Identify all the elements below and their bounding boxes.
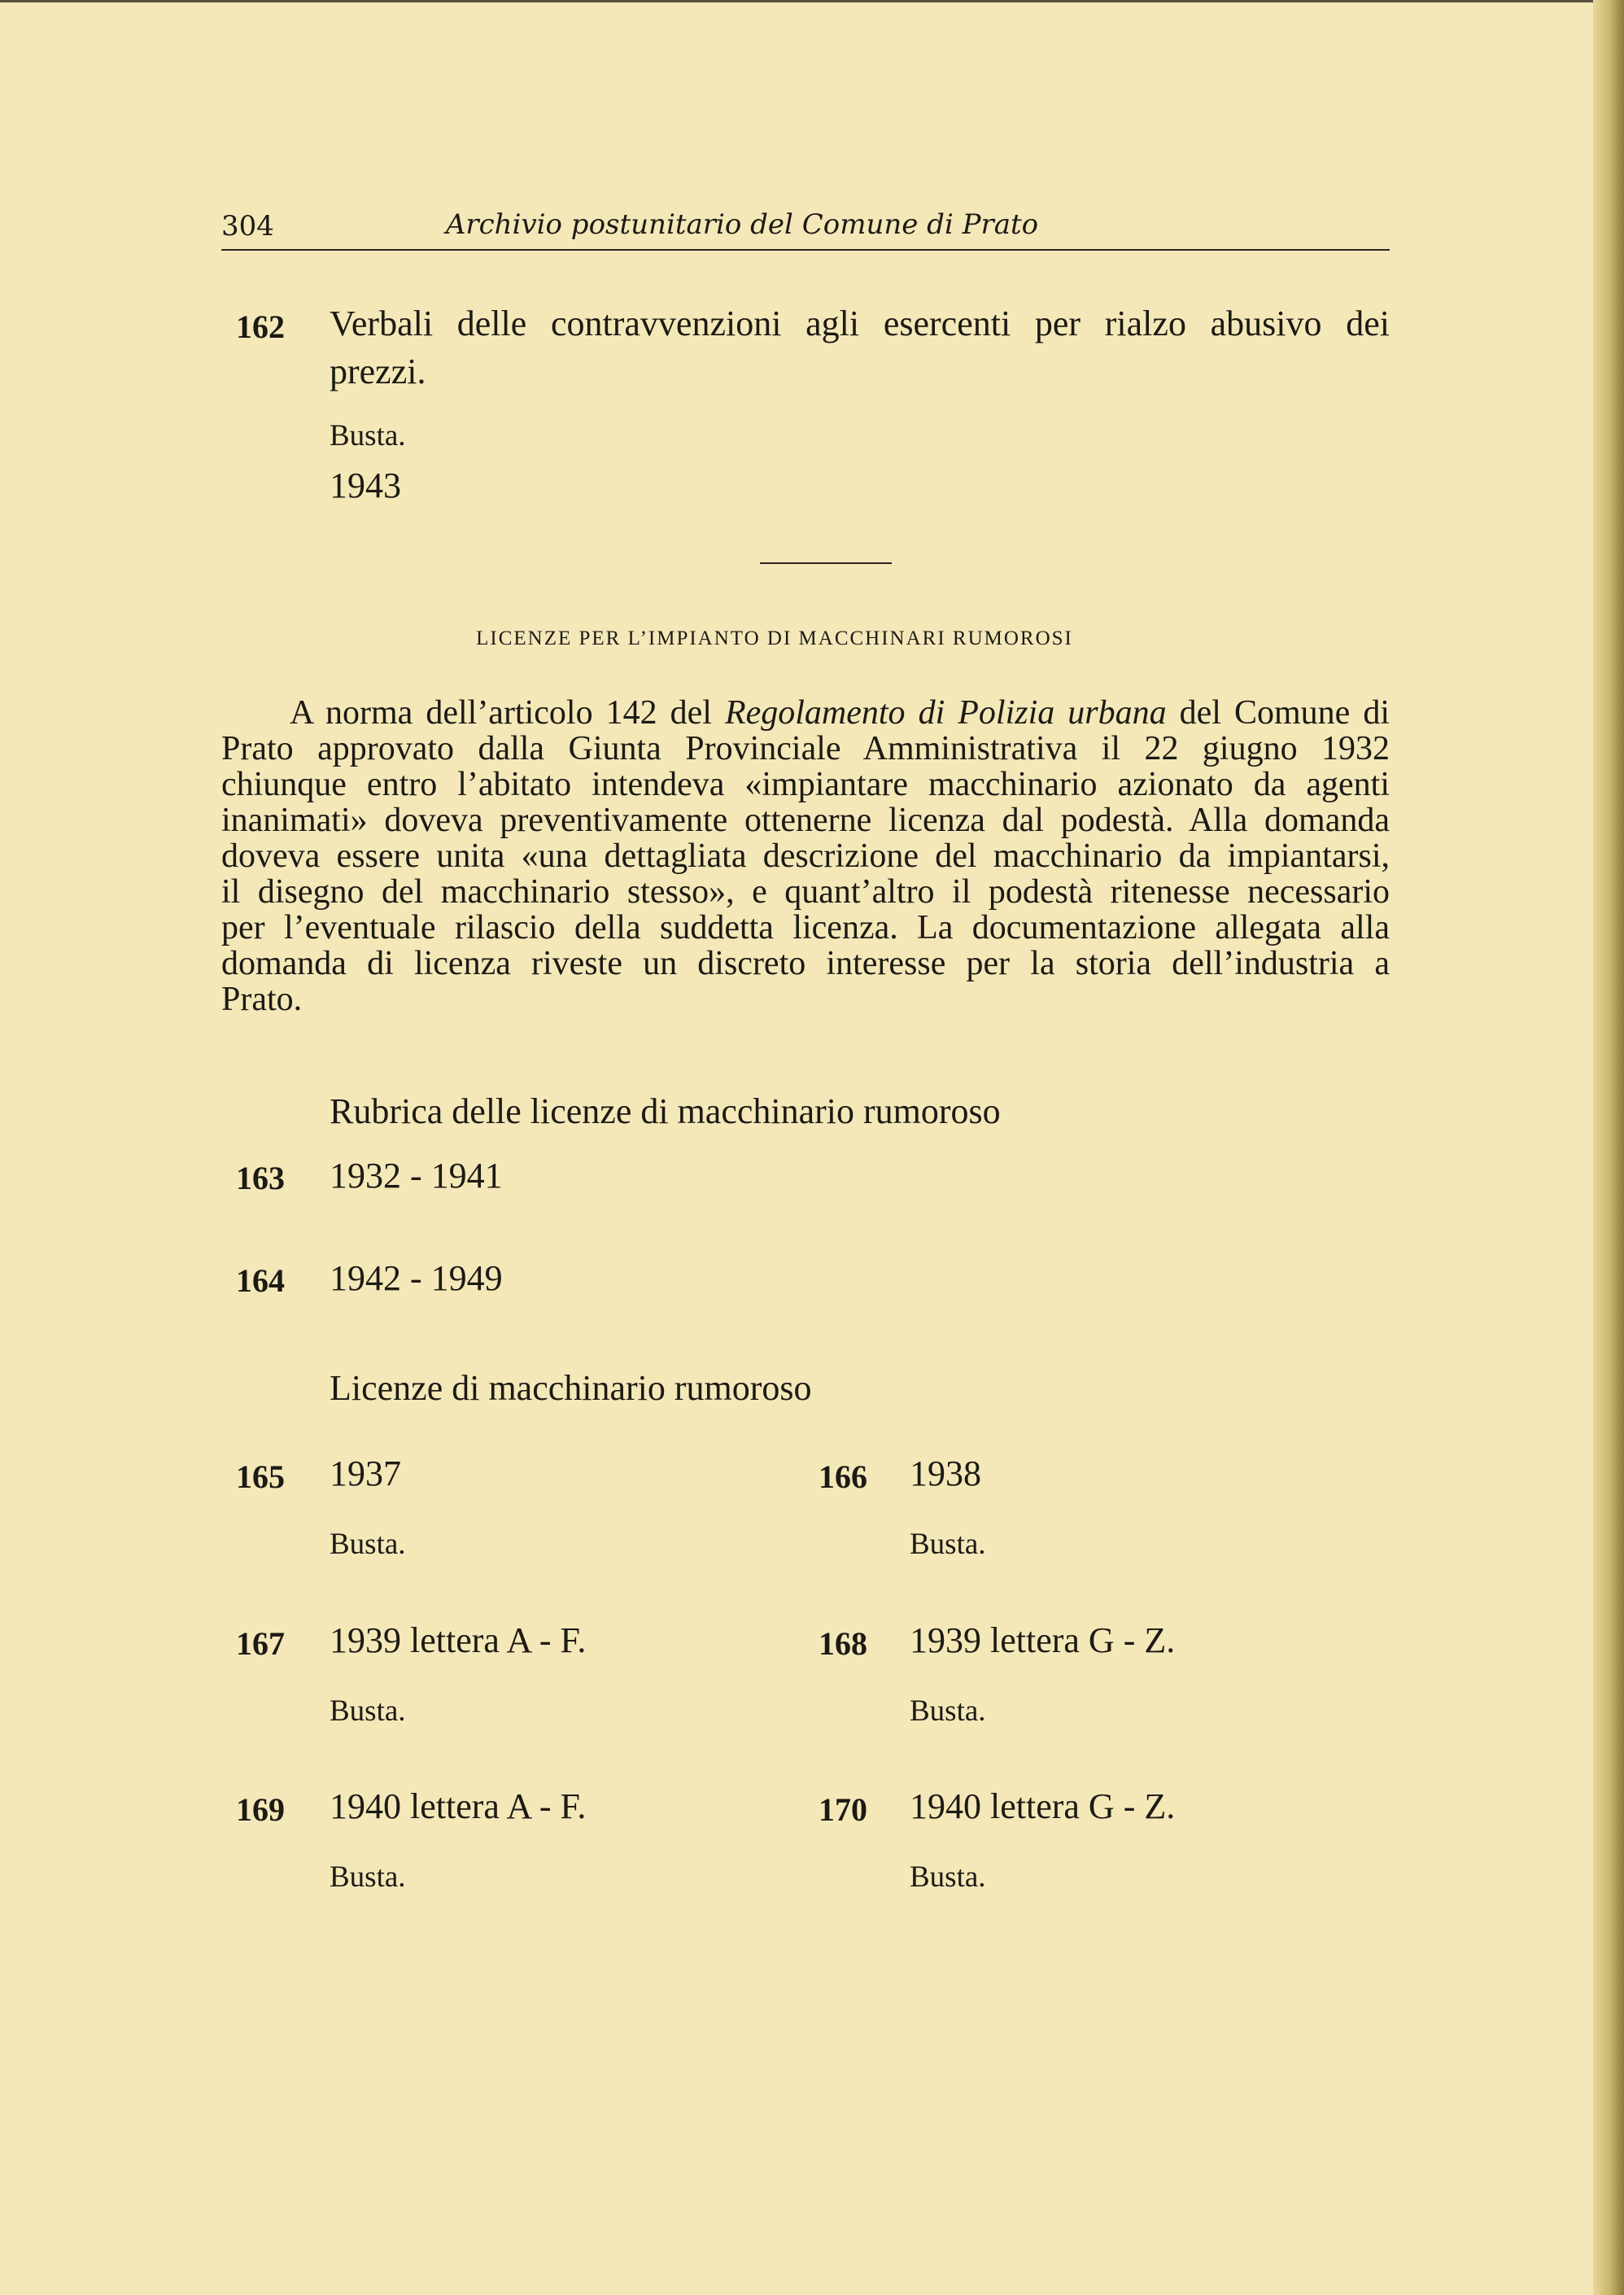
paragraph-line-4: inanimati» doveva preventivamente ottenerne licenza dal podestà. Alla domanda	[221, 802, 1390, 839]
section-separator	[760, 562, 892, 564]
entry-165-type: Busta.	[330, 1528, 406, 1561]
entry-number-168: 168	[819, 1625, 867, 1662]
rubrica-heading: Rubrica delle licenze di macchinario rumoroso	[330, 1091, 1001, 1131]
entry-number-163: 163	[236, 1160, 285, 1196]
regolamento-title: Regolamento di Polizia urbana	[724, 694, 1167, 732]
entry-166-type: Busta.	[910, 1528, 986, 1561]
entry-162-title-line2: prezzi.	[330, 352, 426, 391]
entry-162-title-line1: Verbali delle contravvenzioni agli esercenti per rialzo abusivo dei	[330, 304, 1390, 343]
entry-165-title: 1937	[330, 1454, 401, 1493]
running-title	[0, 208, 1624, 241]
paragraph-line-9: Prato.	[221, 981, 303, 1018]
page-top-border	[0, 0, 1593, 2]
entry-number-170: 170	[819, 1791, 867, 1828]
paragraph-line-6: il disegno del macchinario stesso», e quant’altro il podestà ritenesse necessario	[221, 873, 1390, 911]
entry-number-162: 162	[236, 308, 285, 345]
entry-167-title: 1939 lettera A - F.	[330, 1620, 587, 1660]
entry-166-title: 1938	[910, 1454, 981, 1493]
entry-163-dates: 1932 - 1941	[330, 1156, 503, 1196]
entry-number-166: 166	[819, 1458, 867, 1495]
page-number: 304	[221, 210, 274, 243]
entry-169-title: 1940 lettera A - F.	[330, 1786, 587, 1826]
entry-170-type: Busta.	[910, 1860, 986, 1894]
paragraph-line-3: chiunque entro l’abitato intendeva «impiantare macchinario azionato da agenti	[221, 766, 1390, 803]
entry-number-167: 167	[236, 1625, 285, 1662]
running-title-text: Archivio postunitario del Comune di Prato	[445, 208, 1039, 241]
page-binding-edge	[1593, 0, 1624, 2295]
entry-167-type: Busta.	[330, 1694, 406, 1728]
paragraph-line-7: per l’eventuale rilascio della suddetta licenza. La documentazione allegata alla	[221, 909, 1390, 946]
paragraph-line-1-end: del Comune di	[1166, 694, 1390, 732]
entry-169-type: Busta.	[330, 1860, 406, 1894]
entry-number-165: 165	[236, 1458, 285, 1495]
entry-164-dates: 1942 - 1949	[330, 1258, 503, 1298]
paragraph-line-2: Prato approvato dalla Giunta Provinciale Amministrativa il 22 giugno 1932	[221, 730, 1390, 767]
entry-number-164: 164	[236, 1262, 285, 1299]
section-title-text: LICENZE PER L’IMPIANTO DI MACCHINARI RUMOROSI	[476, 627, 1073, 649]
licenze-heading: Licenze di macchinario rumoroso	[330, 1368, 812, 1408]
entry-number-169: 169	[236, 1791, 285, 1828]
bleed-through-shadow	[1204, 382, 1212, 421]
entry-168-type: Busta.	[910, 1694, 986, 1728]
entry-162-date: 1943	[330, 466, 401, 505]
header-rule	[221, 249, 1390, 251]
paragraph-line-5: doveva essere unita «una dettagliata descrizione del macchinario da impiantarsi,	[221, 837, 1390, 875]
entry-170-title: 1940 lettera G - Z.	[910, 1786, 1176, 1826]
entry-168-title: 1939 lettera G - Z.	[910, 1620, 1176, 1660]
paragraph-line-1-start: A norma dell’articolo 142 del	[290, 694, 725, 732]
entry-162-type: Busta.	[330, 419, 406, 452]
paragraph-line-8: domanda di licenza riveste un discreto interesse per la storia dell’industria a	[221, 945, 1390, 982]
paragraph-line-1	[221, 693, 1390, 732]
section-title	[0, 627, 1624, 650]
